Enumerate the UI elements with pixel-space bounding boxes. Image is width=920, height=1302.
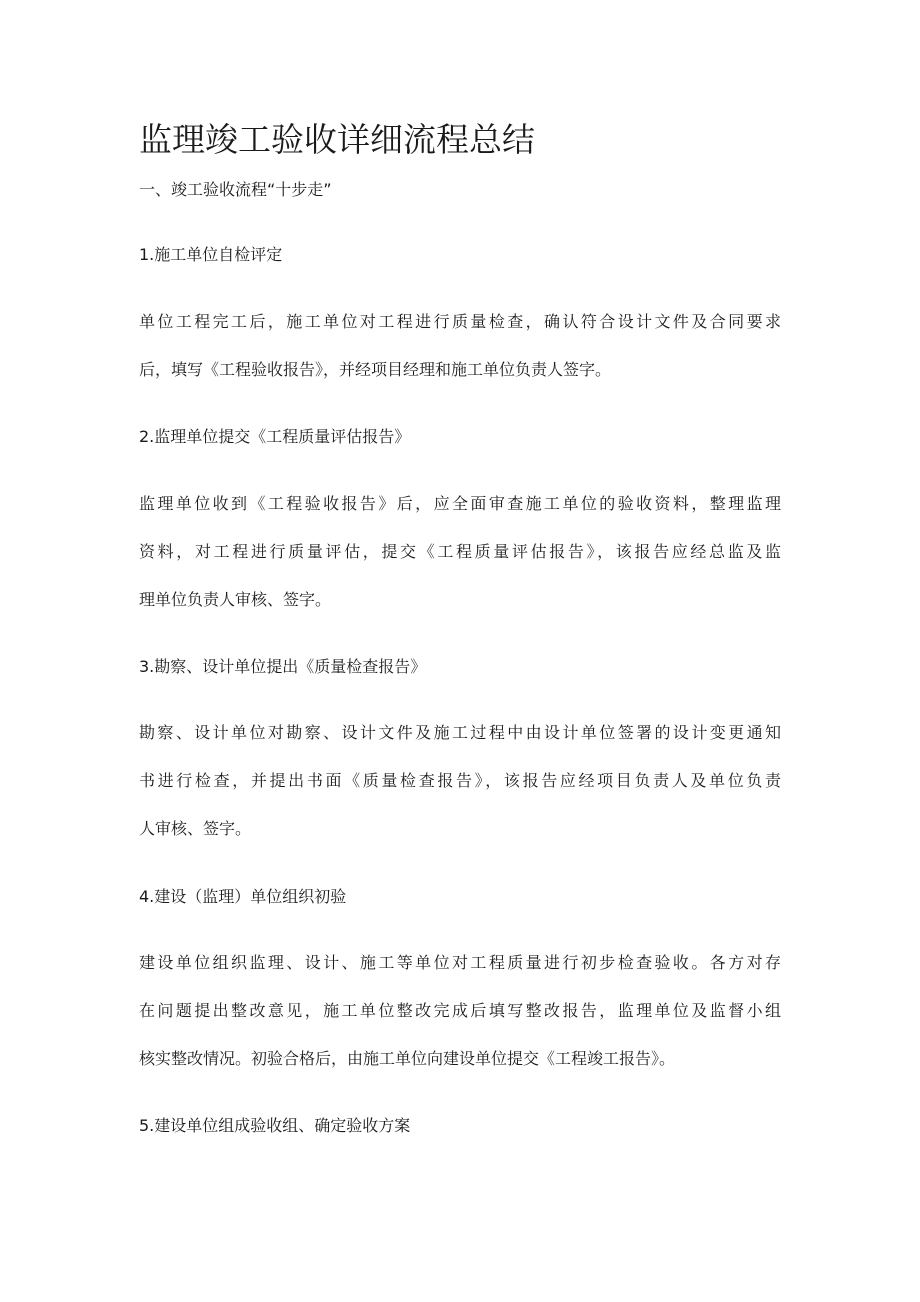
section-paragraph-2 — [139, 480, 781, 624]
paragraph-line: 在问题提出整改意见，施工单位整改完成后填写整改报告，监理单位及监督小组 — [139, 1001, 781, 1020]
paragraph-line: 监理单位收到《工程验收报告》后，应全面审查施工单位的验收资料，整理监理 — [139, 494, 781, 513]
paragraph-line: 资料，对工程进行质量评估，提交《工程质量评估报告》，该报告应经总监及监 — [139, 542, 781, 561]
document-title: 监理竣工验收详细流程总结 — [139, 120, 535, 159]
section-heading-5: 5.建设单位组成验收组、确定验收方案 — [139, 1116, 411, 1135]
paragraph-line: 人审核、签字。 — [139, 819, 252, 838]
paragraph-line: 单位工程完工后，施工单位对工程进行质量检查，确认符合设计文件及合同要求 — [139, 312, 781, 331]
paragraph-line: 勘察、设计单位对勘察、设计文件及施工过程中由设计单位签署的设计变更通知 — [139, 723, 781, 742]
section-heading-4: 4.建设（监理）单位组织初验 — [139, 887, 347, 906]
section-heading-2: 2.监理单位提交《工程质量评估报告》 — [139, 427, 411, 446]
paragraph-line: 核实整改情况。初验合格后，由施工单位向建设单位提交《工程竣工报告》。 — [139, 1049, 676, 1068]
paragraph-line: 书进行检查，并提出书面《质量检查报告》，该报告应经项目负责人及单位负责 — [139, 771, 781, 790]
section-paragraph-1 — [139, 298, 781, 394]
document-subtitle: 一、竣工验收流程“十步走” — [139, 180, 332, 199]
section-paragraph-4 — [139, 939, 781, 1083]
paragraph-line: 后，填写《工程验收报告》，并经项目经理和施工单位负责人签字。 — [139, 360, 612, 379]
paragraph-line: 理单位负责人审核、签字。 — [139, 590, 332, 609]
section-heading-3: 3.勘察、设计单位提出《质量检查报告》 — [139, 657, 427, 676]
section-heading-1: 1.施工单位自检评定 — [139, 245, 283, 264]
section-paragraph-3 — [139, 709, 781, 853]
paragraph-line: 建设单位组织监理、设计、施工等单位对工程质量进行初步检查验收。各方对存 — [139, 953, 781, 972]
